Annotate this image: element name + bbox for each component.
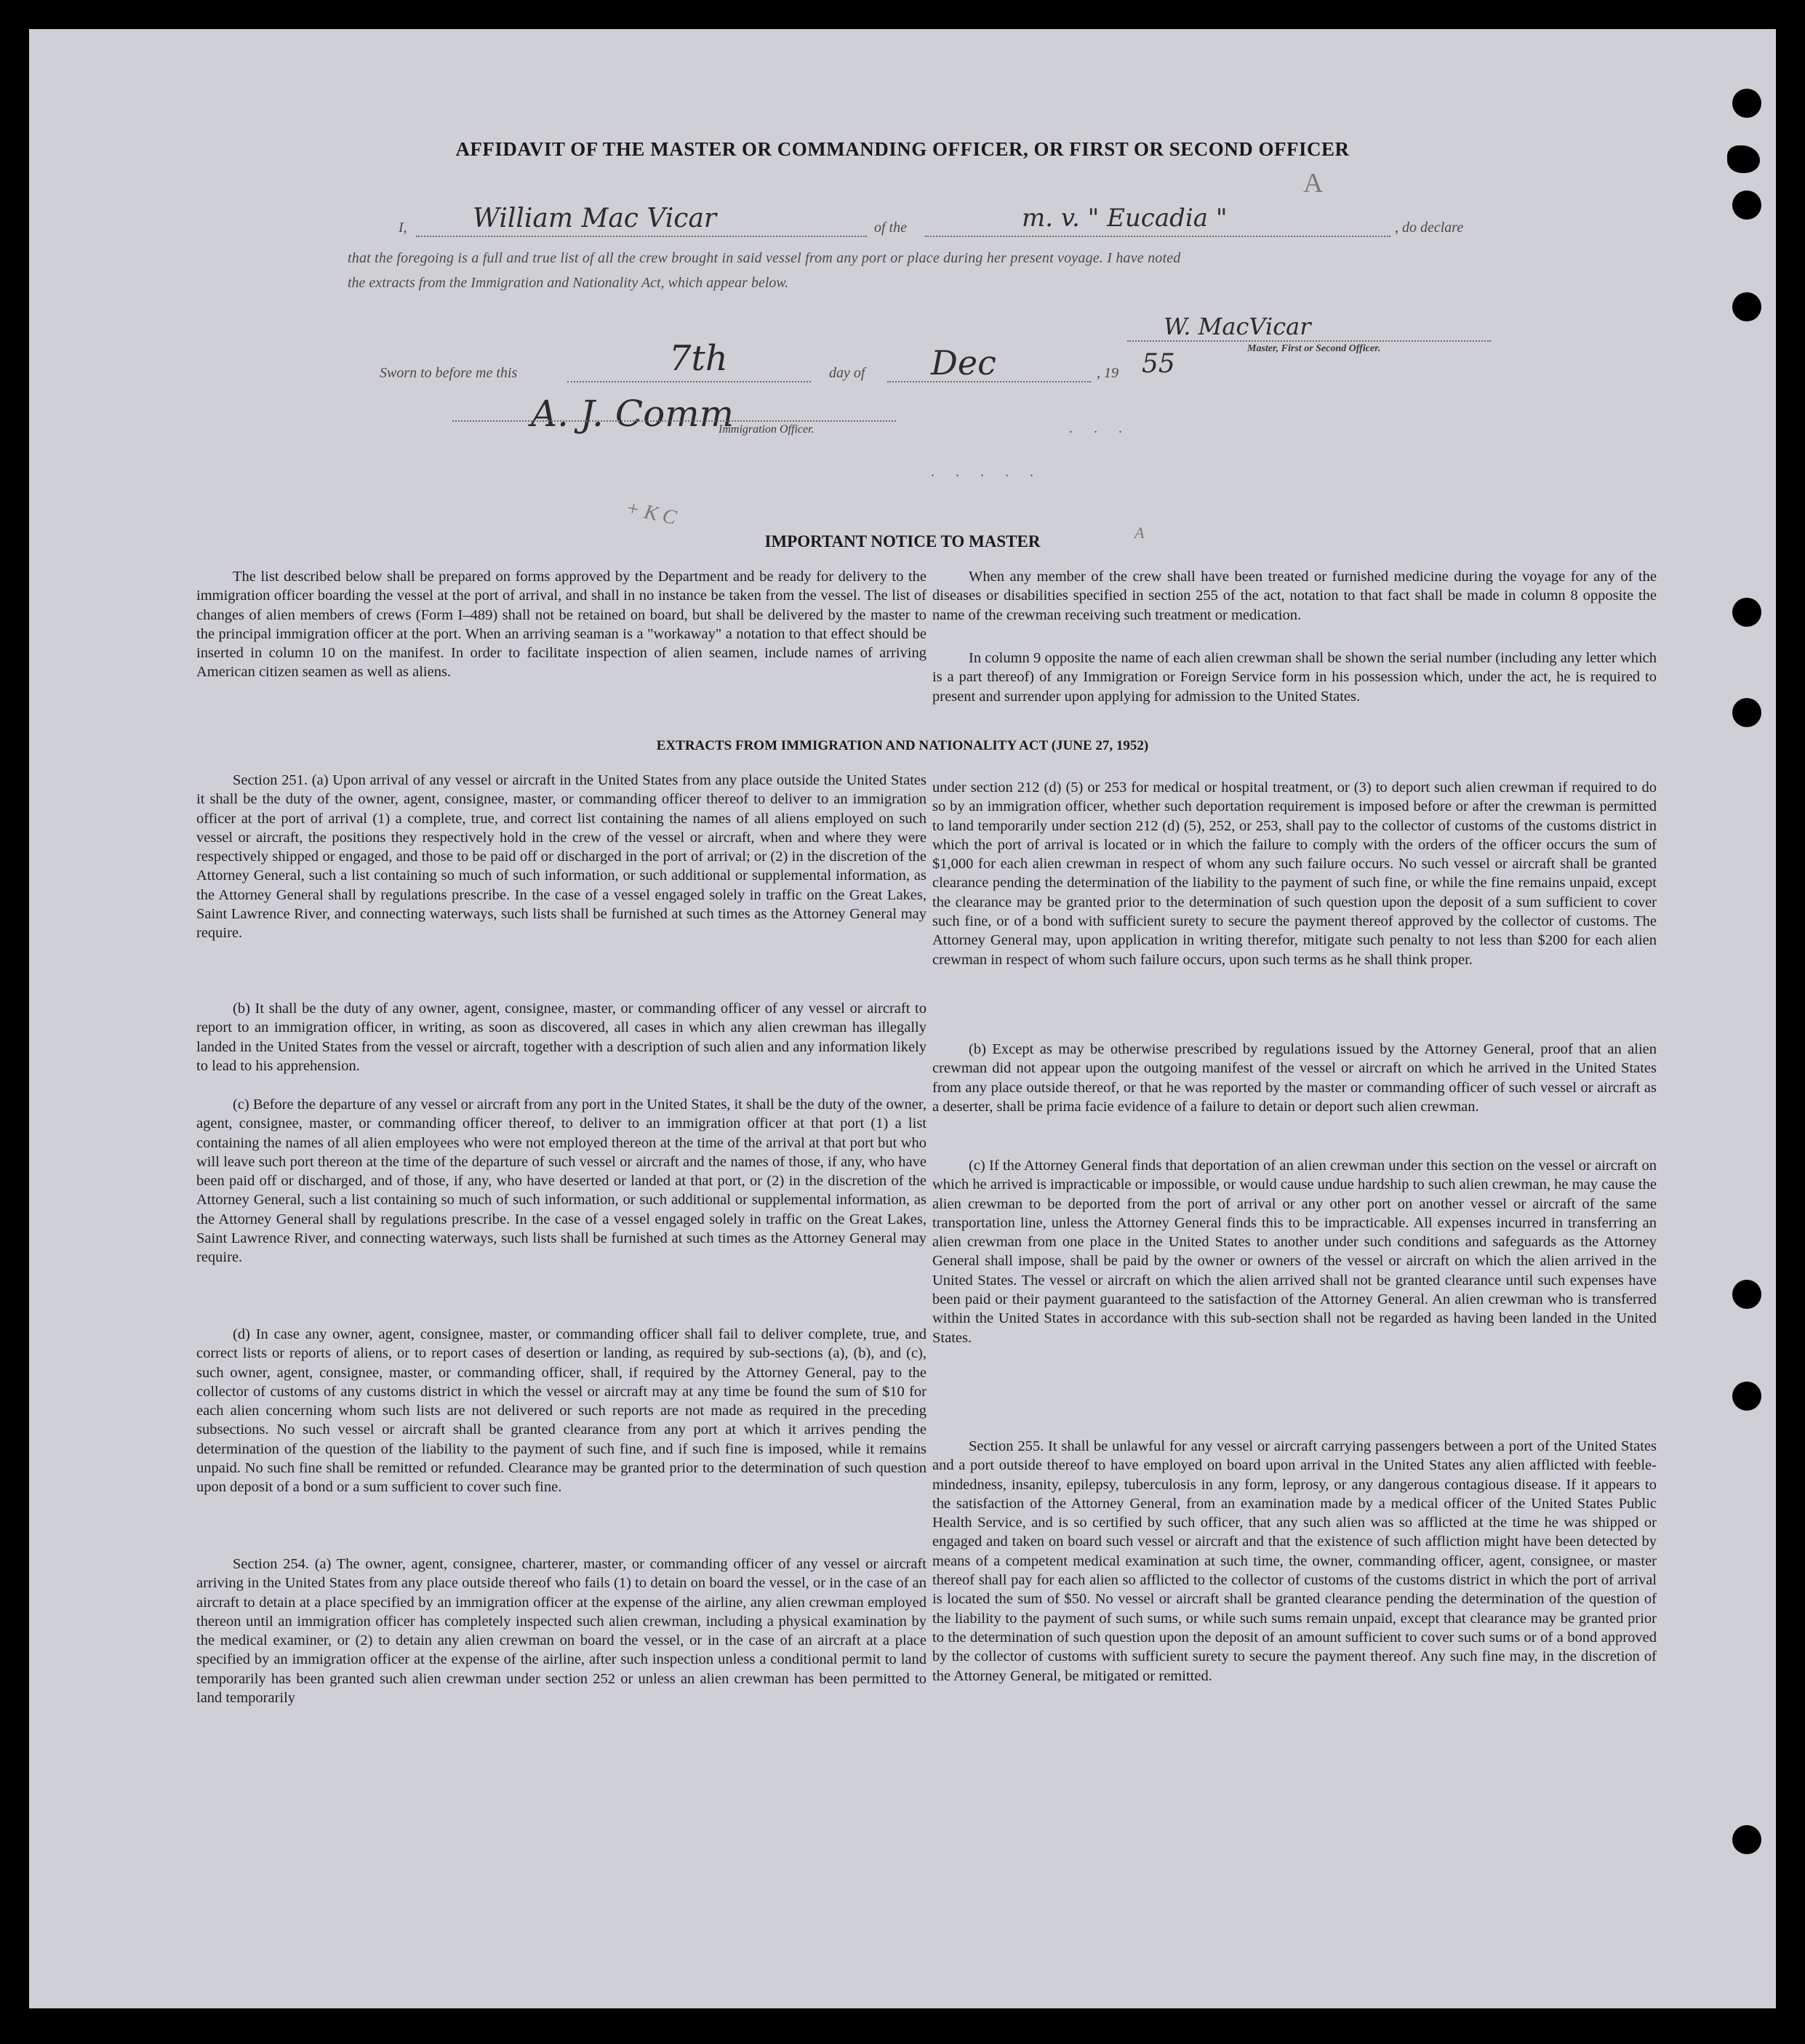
affidavit-title: AFFIDAVIT OF THE MASTER OR COMMANDING OFFICER, OR FIRST OR SECOND OFFICER — [455, 138, 1350, 160]
officer-signature: A. J. Comm — [531, 393, 735, 435]
master-signature: W. MacVicar — [1164, 313, 1311, 340]
binder-hole — [1732, 292, 1761, 321]
declaration-line-2: that the foregoing is a full and true list of all the crew brought in said vessel from any port or place during her present voyage. I have noted — [348, 250, 1181, 266]
day-of-label: day of — [829, 365, 865, 381]
binder-hole — [1732, 598, 1761, 627]
declaration-prefix: I, — [399, 220, 407, 236]
document-page — [29, 29, 1776, 2008]
handwritten-mark: + K C — [623, 497, 679, 529]
section-255: Section 255. It shall be unlawful for any vessel or aircraft carrying passengers between a port of the United States and a port outside thereof to have employed on board upon arrival in the United States any alien afflicted with feeble-mindedness, insanity, epilepsy, tuberculosis in any form, leprosy, or any dangerous contagious disease. If it appears to the satisfaction of the Attorney General, from an examination made by a medical officer of the United States Public Health Service, and is so certified by such officer, that any such alien was so afflicted at the time he was shipped or engaged and taken on board such vessel or aircraft and that the existence of such affliction might have been detected by means of a competent medical examination at such time, the owner, commanding officer, agent, consignee, or master thereof shall pay for each alien so afflicted to the collector of customs of the customs district in which the port of arrival is located the sum of $50. No vessel or aircraft shall be granted clearance pending the determination of the question of the liability to the payment of such sums, or while such sums remain unpaid, except that clearance may be granted prior to the determination of such question upon the deposit of an amount sufficient to cover such sums or of a bond approved by the collector of customs with sufficient surety to secure the payment thereof. Any such fine may, in the discretion of the Attorney General, be mitigated or remitted. — [932, 1438, 1657, 1684]
section-254-b: (b) Except as may be otherwise prescribed by regulations issued by the Attorney General, proof that an alien crewman did not appear upon the outgoing manifest of the vessel or aircraft on which he arrived in the United States from any place outside thereof, or that he was reported by the master or commanding officer of such vessel or aircraft as a deserter, shall be prima facie evidence of a failure to detain or deport such alien crewman. — [932, 1041, 1657, 1115]
binder-hole — [1732, 89, 1761, 118]
name-line — [416, 236, 867, 237]
vessel-line — [925, 236, 1390, 237]
do-declare-label: , do declare — [1395, 220, 1464, 236]
section-254-c: (c) If the Attorney General finds that deportation of an alien crewman under this section on the vessel or aircraft on which he arrived is impracticable or impossible, or would cause undue hardship to such alien crewman, he may cause the alien crewman to be deported from the port of arrival or any other port on another vessel or aircraft of the same transportation line, unless the Attorney General finds this to be impracticable. All expenses incurred in transferring an alien crewman from one place in the United States to another under such conditions and safeguards as the Attorney General shall impose, shall be paid by the owner or owners of the vessel or aircraft on which the alien arrived in the United States. The vessel or aircraft on which the alien arrived shall not be granted clearance until such expenses have been paid or their payment guaranteed to the satisfaction of the Attorney General. An alien crewman who is transferred within the United States in accordance with this sub-section shall not be regarded as having been landed in the United States. — [932, 1158, 1657, 1346]
of-the-label: of the — [874, 220, 907, 236]
sworn-month: Dec — [931, 343, 996, 382]
sworn-prefix: Sworn to before me this — [380, 365, 518, 381]
extracts-heading: EXTRACTS FROM IMMIGRATION AND NATIONALITY ACT (JUNE 27, 1952) — [656, 738, 1149, 753]
section-254-a: Section 254. (a) The owner, agent, consignee, charterer, master, or commanding officer of any vessel or aircraft arriving in the United States from any place outside thereof who fails (1) to detain on board the vessel, or in the case of an aircraft to detain at a place specified by an immigration officer at the expense of the airline, any alien crewman employed thereon until an immigration officer has completely inspected such alien crewman, including a physical examination by the medical examiner, or (2) to detain any alien crewman on board the vessel, or in the case of an aircraft at a place specified by an immigration officer at the expense of the airline, after such inspection unless a conditional permit to land temporarily has been granted such alien crewman under section 252 or unless an alien crewman has been permitted to land temporarily — [196, 1556, 926, 1707]
notice-left: The list described below shall be prepared on forms approved by the Department and be ready for delivery to the immigration officer boarding the vessel at the port of arrival, and shall in no instance be taken from the vessel. The list of changes of alien members of crews (Form I–489) shall not be retained on board, but shall be delivered by the master to the principal immigration officer at the port. When an arriving seaman is a "workaway" a notation to that effect should be inserted in column 10 on the manifest. In order to facilitate inspection of alien seamen, include names of arriving American citizen seamen as well as aliens. — [196, 569, 926, 681]
binder-hole — [1732, 1825, 1761, 1854]
notice-right-2: In column 9 opposite the name of each alien crewman shall be shown the serial number (including any letter which is a part thereof) of any Immigration or Foreign Service form in his possession which, under the act, he is required to present and surrender upon applying for admission to the United States. — [932, 650, 1657, 705]
section-254-a-cont: under section 212 (d) (5) or 253 for medical or hospital treatment, or (3) to deport such alien crewman if required to do so by an immigration officer, whether such deportation requirement is imposed before or after the crewman is permitted to land temporarily under section 212 (d) (5), 252, or 253, shall pay to the collector of customs of the customs district in which the port of arrival is located or in which the failure to comply with the orders of the officer occurs the sum of $1,000 for each alien crewman in respect of whom any such failure occurs. No such vessel or aircraft shall be granted clearance pending the determination of the liability to the payment of such fine, or while the fine remains unpaid, except the clearance may be granted prior to the determination of such question upon the deposit of a sum sufficient to cover such fine, or of a bond with sufficient surety to secure the payment thereof approved by the collector of customs. The Attorney General may, upon application in writing therefor, mitigate such penalty to not less than $200 for each alien crewman in respect of whom such failure occurs, upon such terms as he shall think proper. — [932, 779, 1657, 968]
master-caption: Master, First or Second Officer. — [1247, 343, 1381, 354]
handwritten-mark: A — [1134, 524, 1145, 542]
master-name: William Mac Vicar — [473, 204, 717, 233]
notice-right-1: When any member of the crew shall have been treated or furnished medicine during the voyage for any of the diseases or disabilities specified in section 255 of the act, notation to that fact shall be made in column 8 opposite the name of the crewman receiving such treatment or medication. — [932, 569, 1657, 623]
officer-caption: Immigration Officer. — [719, 423, 815, 436]
sworn-year: 55 — [1142, 349, 1175, 379]
binder-hole — [1732, 1280, 1761, 1309]
year-prefix: , 19 — [1097, 365, 1118, 381]
handwritten-mark: A — [1303, 168, 1324, 199]
declaration-line-3: the extracts from the Immigration and Nationality Act, which appear below. — [348, 275, 789, 291]
binder-hole — [1732, 1382, 1761, 1411]
notice-heading: IMPORTANT NOTICE TO MASTER — [764, 532, 1041, 550]
section-251-a: Section 251. (a) Upon arrival of any vessel or aircraft in the United States from any place outside the United States it shall be the duty of the owner, agent, consignee, master, or commanding officer thereof to deliver to an immigration officer at the port of arrival (1) a complete, true, and correct list containing the names of all aliens employed on such vessel or aircraft, the positions they respectively hold in the crew of the vessel or aircraft, when and where they were respectively shipped or engaged, and those to be paid off or discharged in the port of arrival; or (2) in the discretion of the Attorney General, such a list containing so much of such information, or such additional or supplemental information, as the Attorney General shall by regulations prescribe. In the case of a vessel engaged solely in traffic on the Great Lakes, Saint Lawrence River, and connecting waterways, such lists shall be furnished at such times as the Attorney General may require. — [196, 772, 926, 942]
sworn-day-line — [567, 381, 811, 382]
section-251-c: (c) Before the departure of any vessel or aircraft from any port in the United States, it shall be the duty of the owner, agent, consignee, master, or commanding officer thereof, to deliver to an immigration officer at that port (1) a list containing the names of all alien employees who were not employed thereon at the time of the arrival at that port but who will leave such port thereon at the time of the departure of such vessel or aircraft and the names of those, if any, who have been paid off or discharged, and of those, if any, who have deserted or landed at that port, or (2) in the discretion of the Attorney General, such a list containing so much of such information, or such additional or supplemental information, as the Attorney General shall by regulations prescribe. In the case of a vessel engaged solely in traffic on the Great Lakes, Saint Lawrence River, and connecting waterways, such lists shall be furnished at such times as the Attorney General may require. — [196, 1097, 926, 1266]
dotted-marks: . . . . . — [931, 464, 1042, 480]
master-signature-line — [1127, 340, 1491, 342]
binder-hole — [1732, 191, 1761, 220]
binder-hole — [1732, 698, 1761, 727]
vessel-name: m. v. " Eucadia " — [1022, 204, 1228, 233]
section-251-d: (d) In case any owner, agent, consignee, master, or commanding officer shall fail to deliver complete, true, and correct lists or reports of aliens, or to report cases of desertion or landing, as required by sub-sections (a), (b), and (c), such owner, agent, consignee, master, or commanding officer, shall, if required by the Attorney General, pay to the collector of customs of any customs district in which the vessel or aircraft may at any time be found the sum of $10 for each alien concerning whom such lists are not delivered or such reports are not made as required in the preceding subsections. No such vessel or aircraft shall be granted clearance from any port at which it arrives pending the determination of the question of the liability to the payment of such fine, and if such fine is imposed, while it remains unpaid. No such fine shall be remitted or refunded. Clearance may be granted prior to the determination of such question upon deposit of a bond or a sum sufficient to cover such fine. — [196, 1326, 926, 1496]
sworn-day: 7th — [669, 338, 728, 379]
section-251-b: (b) It shall be the duty of any owner, agent, consignee, master, or commanding officer of any vessel or aircraft to report to an immigration officer, in writing, as soon as discovered, all cases in which any alien crewman has illegally landed in the United States from the vessel or aircraft, together with a description of such alien and any information likely to lead to his apprehension. — [196, 1001, 926, 1074]
dotted-marks: . . . — [1069, 420, 1131, 436]
officer-signature-line — [452, 420, 896, 422]
